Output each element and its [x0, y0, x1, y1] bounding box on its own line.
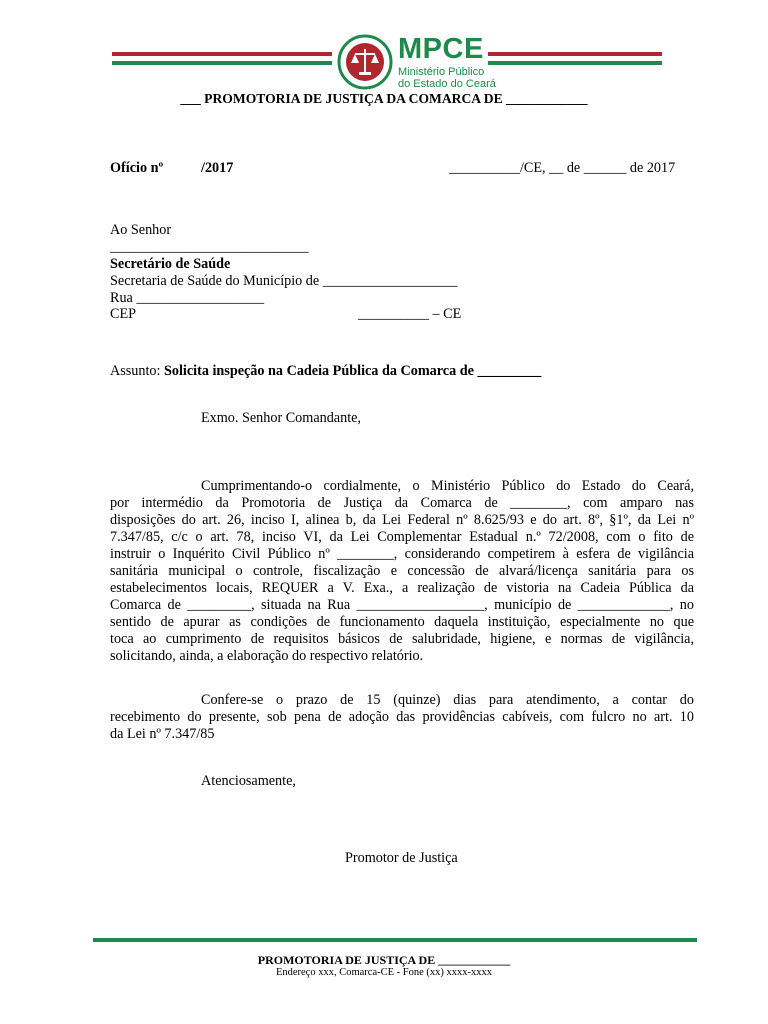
subject-label: Assunto:	[110, 363, 161, 379]
subject-text: Solicita inspeção na Cadeia Pública da Comarca de _________	[164, 363, 542, 379]
greeting: Exmo. Senhor Comandante,	[201, 410, 361, 426]
oficio-number: /2017	[201, 160, 234, 176]
paragraph1-line: Cumprimentando-o cordialmente, o Ministério Público do Estado do Ceará,	[201, 478, 694, 494]
paragraph1-line: Comarca de _________, situada na Rua __________________, município de _____________, no	[110, 597, 694, 613]
closing: Atenciosamente,	[201, 773, 296, 789]
addressee-cep-label: CEP	[110, 306, 137, 322]
signature: Promotor de Justiça	[345, 850, 458, 866]
header-stripe-red-right	[488, 52, 662, 56]
footer-stripe	[93, 938, 697, 942]
paragraph2-line: Confere-se o prazo de 15 (quinze) dias para atendimento, a contar do	[201, 692, 694, 708]
paragraph2-line: recebimento do presente, sob pena de adoção das providências cabíveis, com fulcro no art. 10	[110, 709, 694, 725]
mpce-emblem-icon	[333, 33, 397, 91]
header-stripe-green-left	[112, 61, 332, 65]
brand-subtitle	[398, 66, 496, 90]
addressee-org: Secretaria de Saúde do Município de ___________________	[110, 273, 458, 289]
paragraph1-line: sentido de apurar as condições de funcionamento daquela instituição, especialmente no que	[110, 614, 694, 630]
paragraph1-line: 7.347/85, c/c o art. 78, inciso VI, da Lei Complementar Estadual n.º 72/2008, com o fito de	[110, 529, 694, 545]
brand-name: MPCE	[398, 33, 484, 65]
header-title: ___ PROMOTORIA DE JUSTIÇA DA COMARCA DE ____________	[180, 91, 588, 106]
paragraph1-line: disposições do art. 26, inciso I, alinea b, da Lei Federal nº 8.625/93 e do art. 8º, §1º, da Lei nº	[110, 512, 694, 528]
addressee-title: Secretário de Saúde	[110, 256, 231, 272]
paragraph1-line: sanitária municipal o controle, fiscalização e concessão de alvará/licença sanitária para os	[110, 563, 694, 579]
paragraph1-line: por intermédio da Promotoria de Justiça da Comarca de ________, com amparo nas	[110, 495, 694, 511]
paragraph1-line: solicitando, ainda, a elaboração do respectivo relatório.	[110, 648, 424, 664]
addressee-cep-city: __________ – CE	[358, 306, 462, 322]
footer-title: PROMOTORIA DE JUSTIÇA DE ____________	[257, 953, 511, 967]
paragraph1-line: estabelecimentos locais, REQUER a V. Exa., a realização de vistoria na Cadeia Pública da	[110, 580, 694, 596]
addressee-name-blank: ____________________________	[110, 239, 309, 255]
oficio-date-line: __________/CE, __ de ______ de 2017	[449, 160, 676, 176]
brand-subtitle-line1: Ministério Público	[398, 66, 485, 78]
addressee-salutation: Ao Senhor	[110, 222, 172, 238]
header-stripe-red-left	[112, 52, 332, 56]
paragraph1-line: instruir o Inquérito Civil Público nº ________, considerando competirem à esfera de vigilância	[110, 546, 694, 562]
oficio-label: Ofício nº	[110, 160, 164, 176]
paragraph2-line: da Lei nº 7.347/85	[110, 726, 215, 742]
subject-line	[110, 363, 541, 380]
footer-address: Endereço xxx, Comarca-CE - Fone (xx) xxxx-xxxx	[275, 967, 493, 978]
header-stripe-green-right	[488, 61, 662, 65]
addressee-street: Rua __________________	[110, 290, 265, 306]
brand-subtitle-line2: do Estado do Ceará	[398, 78, 496, 90]
brand-block	[398, 34, 496, 90]
paragraph1-line: toca ao cumprimento de requisitos básicos de salubridade, higiene, e normas de vigilância,	[110, 631, 694, 647]
